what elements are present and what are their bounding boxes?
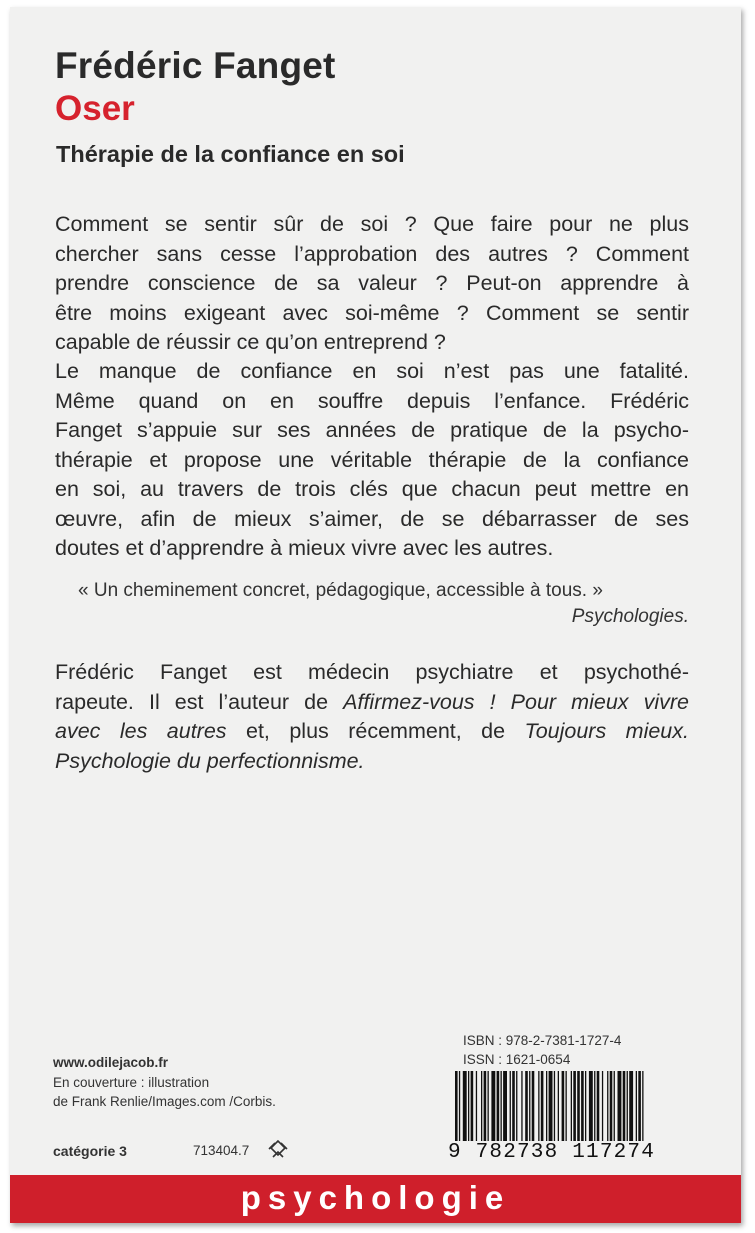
text-line: capable de réussir ce qu’on entreprend ?: [55, 330, 446, 354]
issn-number: ISSN : 1621-0654: [463, 1052, 571, 1067]
text-line: [55, 747, 689, 777]
book-reference: Psychologie du perfectionnisme.: [55, 748, 365, 773]
book-reference: avec les autres: [55, 719, 227, 743]
text-line: thérapie et propose une véritable thérapie de la confiance: [55, 447, 689, 472]
blurb-paragraph-1: [55, 210, 689, 358]
category-label: catégorie 3: [53, 1143, 127, 1159]
product-code: 713404.7: [193, 1143, 250, 1158]
isbn-number: ISBN : 978-2-7381-1727-4: [463, 1033, 622, 1048]
barcode-number: 9 782738 117274: [448, 1141, 656, 1164]
text-line: chercher sans cesse l’approbation des autres ? Comment: [55, 241, 689, 266]
press-quote: « Un cheminement concret, pédagogique, accessible à tous. »: [78, 580, 603, 601]
book-back-cover: [10, 7, 741, 1223]
text-line: Le manque de confiance en soi n’est pas une fatalité.: [55, 359, 689, 383]
book-title: Oser: [55, 89, 135, 128]
text-line: œuvre, afin de mieux s’aimer, de se débarrasser de ses: [55, 506, 689, 531]
text-run: rapeute. Il est l’auteur de: [55, 689, 344, 714]
publisher-website: www.odilejacob.fr: [53, 1055, 169, 1070]
book-reference: Toujours mieux.: [524, 719, 689, 743]
text-line: [55, 688, 689, 718]
text-line: Frédéric Fanget est médecin psychiatre et psychothé-: [55, 660, 689, 684]
barcode-graphic: [455, 1071, 645, 1141]
author-bio: [55, 658, 689, 776]
text-line: Même quand on en souffre depuis l’enfance. Frédéric: [55, 388, 689, 413]
category-band: [10, 1175, 741, 1223]
text-line: prendre conscience de sa valeur ? Peut-on apprendre à: [55, 271, 689, 295]
text-line: [55, 717, 689, 747]
text-run: et, plus récemment, de: [226, 719, 525, 743]
category-band-label: psychologie: [240, 1179, 511, 1216]
publisher-logo-icon: [267, 1139, 289, 1159]
cover-credit-line: En couverture : illustration: [53, 1075, 210, 1090]
text-line: doutes et d’apprendre à mieux vivre avec les autres.: [55, 536, 554, 560]
cover-credit-line: de Frank Renlie/Images.com /Corbis.: [53, 1094, 276, 1109]
text-line: en soi, au travers de trois clés que chacun peut mettre en: [55, 477, 689, 501]
text-line: Comment se sentir sûr de soi ? Que faire pour ne plus: [55, 212, 689, 236]
book-reference: Affirmez-vous ! Pour mieux vivre: [343, 689, 689, 714]
author-name: Frédéric Fanget: [55, 45, 336, 86]
book-subtitle: Thérapie de la confiance en soi: [56, 141, 405, 167]
press-quote-source: Psychologies.: [571, 606, 689, 627]
text-line: être moins exigeant avec soi-même ? Comment se sentir: [55, 300, 689, 325]
text-line: Fanget s’appuie sur ses années de pratique de la psycho-: [55, 418, 689, 442]
blurb-paragraph-2: [55, 357, 689, 564]
